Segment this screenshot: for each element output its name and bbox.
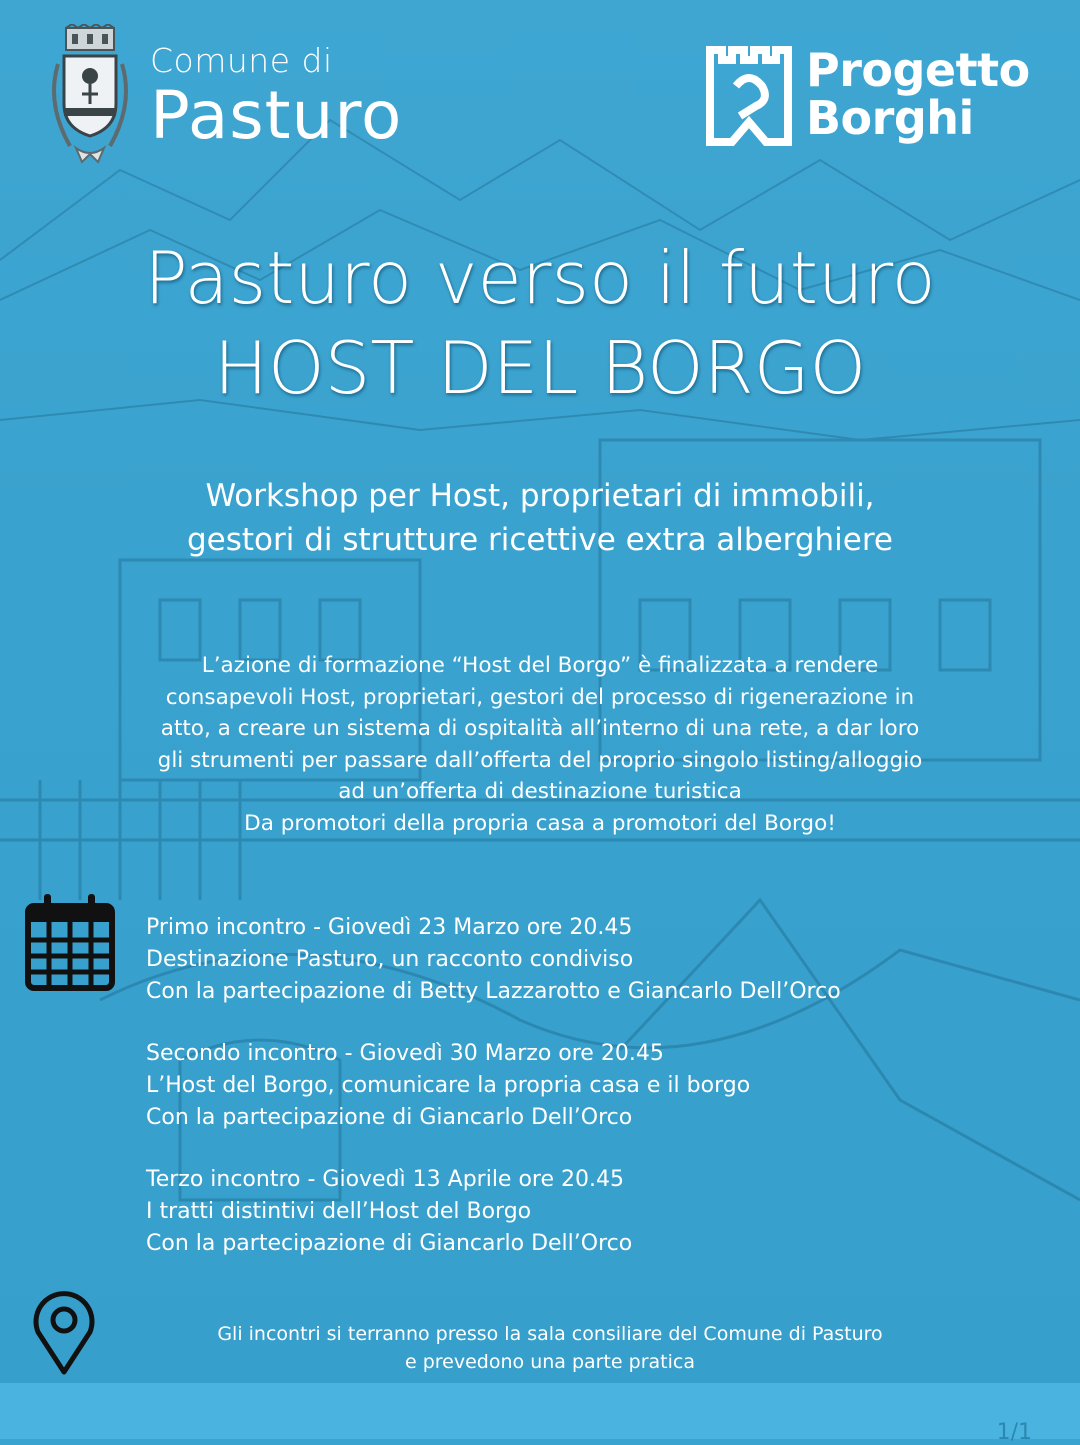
description-line: consapevoli Host, proprietari, gestori del processo di rigenerazione in bbox=[165, 684, 915, 710]
description-line: L’azione di formazione “Host del Borgo” è finalizzata a rendere bbox=[201, 653, 879, 678]
viewer-footer bbox=[0, 1383, 1080, 1439]
event-topic: I tratti distintivi dell’Host del Borgo bbox=[146, 1199, 532, 1224]
map-pin-icon bbox=[30, 1290, 98, 1376]
page-counter: 1/1 bbox=[996, 1420, 1032, 1445]
main-title-host: HOST DEL BORGO bbox=[213, 326, 867, 410]
location-line: Gli incontri si terranno presso la sala consiliare del Comune di Pasturo bbox=[217, 1323, 883, 1345]
main-title: Pasturo verso il futuro bbox=[144, 236, 936, 320]
events-list bbox=[146, 912, 1046, 1290]
event-topic: Destinazione Pasturo, un racconto condiviso bbox=[146, 947, 634, 972]
borghi-line1: Progetto bbox=[806, 43, 1030, 97]
description-line: gli strumenti per passare dall’offerta del proprio singolo listing/alloggio bbox=[157, 747, 923, 773]
event-item bbox=[146, 1164, 1046, 1260]
comune-name: Pasturo bbox=[150, 77, 403, 154]
event-guests: Con la partecipazione di Giancarlo Dell’Orco bbox=[146, 1231, 633, 1256]
tower-logo-icon bbox=[706, 46, 792, 146]
coat-of-arms-icon bbox=[40, 24, 140, 164]
event-date: Primo incontro - Giovedì 23 Marzo ore 20.45 bbox=[146, 915, 633, 940]
description bbox=[60, 650, 1020, 839]
comune-label: Comune di bbox=[150, 41, 333, 80]
borghi-line2: Borghi bbox=[806, 91, 974, 145]
comune-wordmark bbox=[150, 41, 403, 154]
event-date: Secondo incontro - Giovedì 30 Marzo ore 20.45 bbox=[146, 1041, 664, 1066]
event-item bbox=[146, 1038, 1046, 1134]
location-note bbox=[100, 1320, 1000, 1376]
description-line: Da promotori della propria casa a promotori del Borgo! bbox=[244, 810, 836, 836]
event-date: Terzo incontro - Giovedì 13 Aprile ore 20.45 bbox=[146, 1167, 624, 1192]
borghi-wordmark bbox=[806, 43, 1030, 145]
event-guests: Con la partecipazione di Giancarlo Dell’Orco bbox=[146, 1105, 633, 1130]
event-topic: L’Host del Borgo, comunicare la propria casa e il borgo bbox=[146, 1073, 751, 1098]
subtitle bbox=[0, 474, 1080, 562]
description-line: ad un’offerta di destinazione turistica bbox=[338, 779, 742, 804]
location-line: e prevedono una parte pratica bbox=[405, 1351, 695, 1373]
subtitle-line: Workshop per Host, proprietari di immobili, bbox=[205, 478, 875, 514]
event-guests: Con la partecipazione di Betty Lazzarotto e Giancarlo Dell’Orco bbox=[146, 979, 841, 1004]
subtitle-line: gestori di strutture ricettive extra alberghiere bbox=[186, 522, 894, 558]
calendar-icon bbox=[24, 894, 116, 994]
description-line: atto, a creare un sistema di ospitalità all’interno di una rete, a dar loro bbox=[160, 716, 920, 741]
event-item bbox=[146, 912, 1046, 1008]
